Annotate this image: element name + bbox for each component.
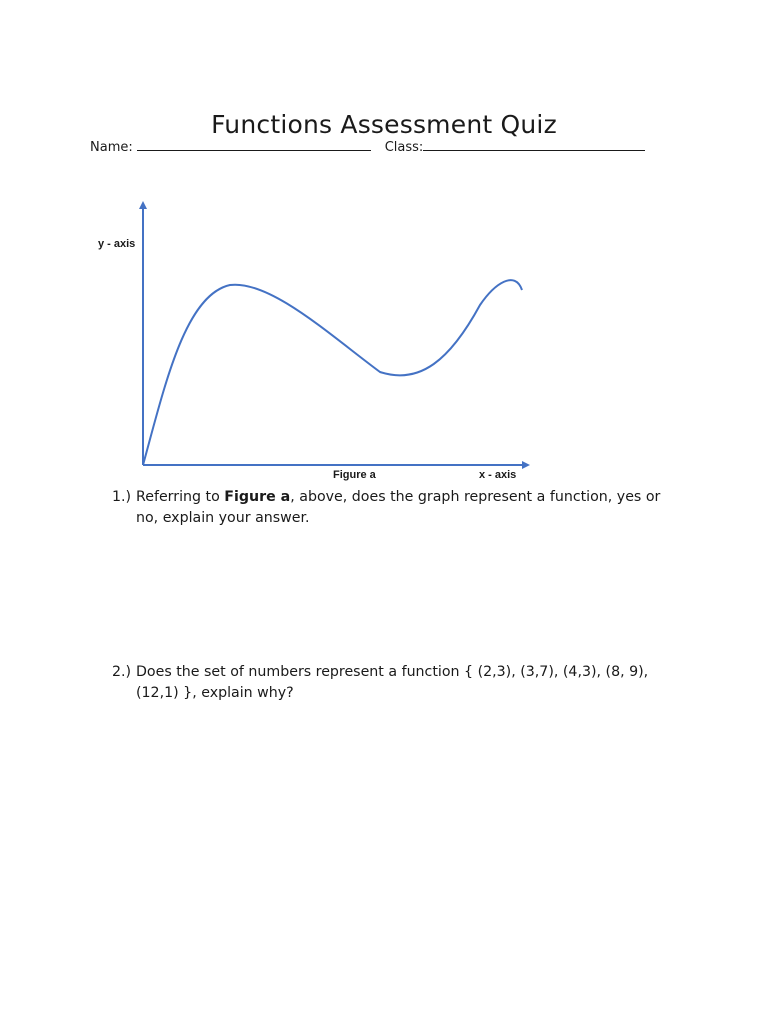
figure-a-graph <box>90 195 540 490</box>
class-label: Class: <box>384 140 424 155</box>
page-title: Functions Assessment Quiz <box>211 109 557 139</box>
question-1-number: 1.) <box>112 489 132 505</box>
question-2-text: Does the set of numbers represent a function { (2,3), (3,7), (4,3), (8, 9), (12,1) }, explain why? <box>136 664 649 701</box>
figure-caption: Figure a <box>333 469 376 481</box>
figure-a-reference: Figure a <box>224 489 291 505</box>
class-blank-line[interactable] <box>423 138 645 151</box>
question-1 <box>112 487 666 529</box>
student-info-fields <box>90 138 645 155</box>
question-1-text: Referring to Figure a, above, does the graph represent a function, yes or no, explain your answer. <box>136 489 661 526</box>
question-2-number: 2.) <box>112 664 132 680</box>
name-label: Name: <box>90 140 133 155</box>
function-curve <box>143 280 522 465</box>
x-axis-label: x - axis <box>479 469 517 481</box>
name-blank-line[interactable] <box>137 138 371 151</box>
y-axis-label: y - axis <box>98 238 136 250</box>
question-2 <box>112 662 666 704</box>
